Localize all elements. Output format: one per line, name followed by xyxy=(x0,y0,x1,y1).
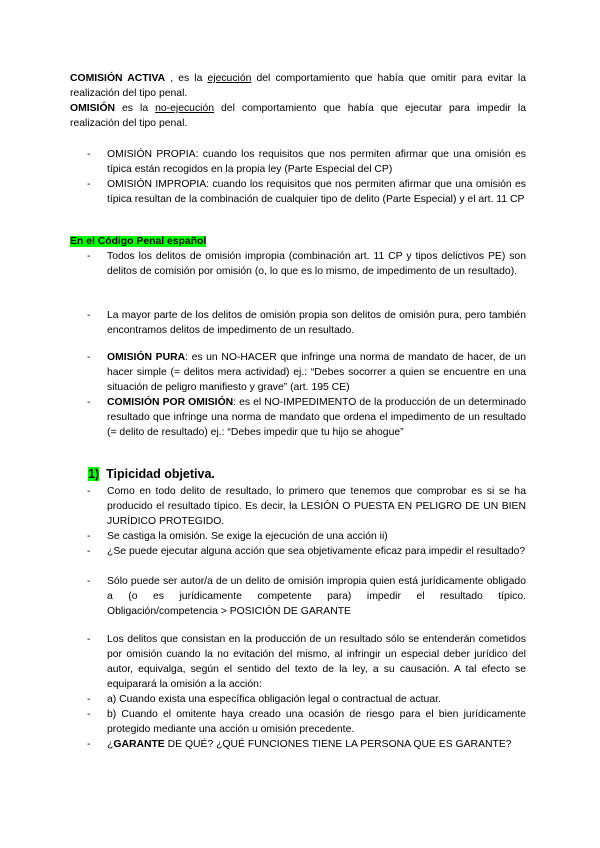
bullet: - xyxy=(87,576,91,587)
list-item-posicion-garante: Sólo puede ser autor/a de un delito de omisión impropia quien está jurídicamente obligado a (o es jurídicamente competente para) impedir el resultado típico. Obligación/competencia > POSICIÓN DE GARANTE xyxy=(107,576,526,617)
list-item-castiga-omision: Se castiga la omisión. Se exige la ejecución de una acción ii) xyxy=(107,531,388,542)
section-heading-codigo-penal: En el Código Penal español xyxy=(70,236,207,247)
bullet: - xyxy=(87,251,91,262)
bullet: - xyxy=(87,352,91,363)
list-item-omision-impropia: OMISIÓN IMPROPIA: cuando los requisitos que nos permiten afirmar que una omisión es típica resultan de la combinación de cualquier tipo de delito (Parte Especial) y el art. 11 CP xyxy=(107,179,526,205)
bullet: - xyxy=(87,634,91,645)
list-item-garante-question: ¿GARANTE DE QUÉ? ¿QUÉ FUNCIONES TIENE LA PERSONA QUE ES GARANTE? xyxy=(107,739,512,750)
bullet: - xyxy=(87,486,91,497)
bullet: - xyxy=(87,531,91,542)
definition-comision-activa: COMISIÓN ACTIVA , es la ejecución del comportamiento que había que omitir para evitar la realización del tipo penal. xyxy=(70,73,527,99)
bullet: - xyxy=(87,709,91,720)
term-comision-activa: COMISIÓN ACTIVA xyxy=(70,73,166,84)
bullet: - xyxy=(87,397,91,408)
bullet: - xyxy=(87,310,91,321)
list-item-omision-propia: OMISIÓN PROPIA: cuando los requisitos que nos permiten afirmar que una omisión es típica están recogidos en la propia ley (Parte Especial del CP) xyxy=(107,149,526,175)
list-item-comision-por-omision: COMISIÓN POR OMISIÓN: es el NO-IMPEDIMENTO de la producción de un determinado resultado que infringe una norma de mandato que ordena el impedimento de un resultado (= delito de resultado) ej.: “Debes impedir que tu hijo se ahogue” xyxy=(107,397,526,438)
list-item-omision-propia-codigo: La mayor parte de los delitos de omisión propia son delitos de omisión pura, pero también encontramos delitos de impedimento de un resultado. xyxy=(107,310,526,336)
bullet: - xyxy=(87,739,91,750)
list-item-obligacion-legal: a) Cuando exista una específica obligación legal o contractual de actuar. xyxy=(107,694,441,705)
bullet: - xyxy=(87,149,91,160)
list-item-omision-pura: OMISIÓN PURA: es un NO-HACER que infringe una norma de mandato de hacer, de un hacer simple (= delitos mera actividad) ej.: “Debes socorrer a quien se encuentre en una situación de peligro manifiesto y grave” (art. 195 CE) xyxy=(107,352,526,393)
list-item-accion-eficaz: ¿Se puede ejecutar alguna acción que sea objetivamente eficaz para impedir el resultado? xyxy=(107,546,526,557)
definition-omision: OMISIÓN es la no-ejecución del comportamiento que había que ejecutar para impedir la realización del tipo penal. xyxy=(70,103,526,129)
section-heading-tipicidad: 1) Tipicidad objetiva. xyxy=(88,467,215,481)
list-item-ocasion-riesgo: b) Cuando el omitente haya creado una ocasión de riesgo para el bien jurídicamente protegido mediante una acción u omisión precedente. xyxy=(107,709,526,735)
list-item-omision-impropia-codigo: Todos los delitos de omisión impropia (combinación art. 11 CP y tipos delictivos PE) son delitos de comisión por omisión (o, lo que es lo mismo, de impedimento de un resultado). xyxy=(107,251,526,277)
list-item-art-11: Los delitos que consistan en la producción de un resultado sólo se entenderán cometidos por omisión cuando la no evitación del mismo, al infringir un especial deber jurídico del autor, equivalga, según el sentido del texto de la ley, a su causación. A tal efecto se equiparará la omisión a la acción: xyxy=(107,634,526,690)
bullet: - xyxy=(87,546,91,557)
list-item-resultado-tipico: Como en todo delito de resultado, lo primero que tenemos que comprobar es si se ha producido el resultado típico. Es decir, la LESIÓN O PUESTA EN PELIGRO DE UN BIEN JURÍDICO PROTEGIDO. xyxy=(107,486,526,527)
bullet: - xyxy=(87,694,91,705)
term-omision: OMISIÓN xyxy=(70,103,116,114)
bullet: - xyxy=(87,179,91,190)
